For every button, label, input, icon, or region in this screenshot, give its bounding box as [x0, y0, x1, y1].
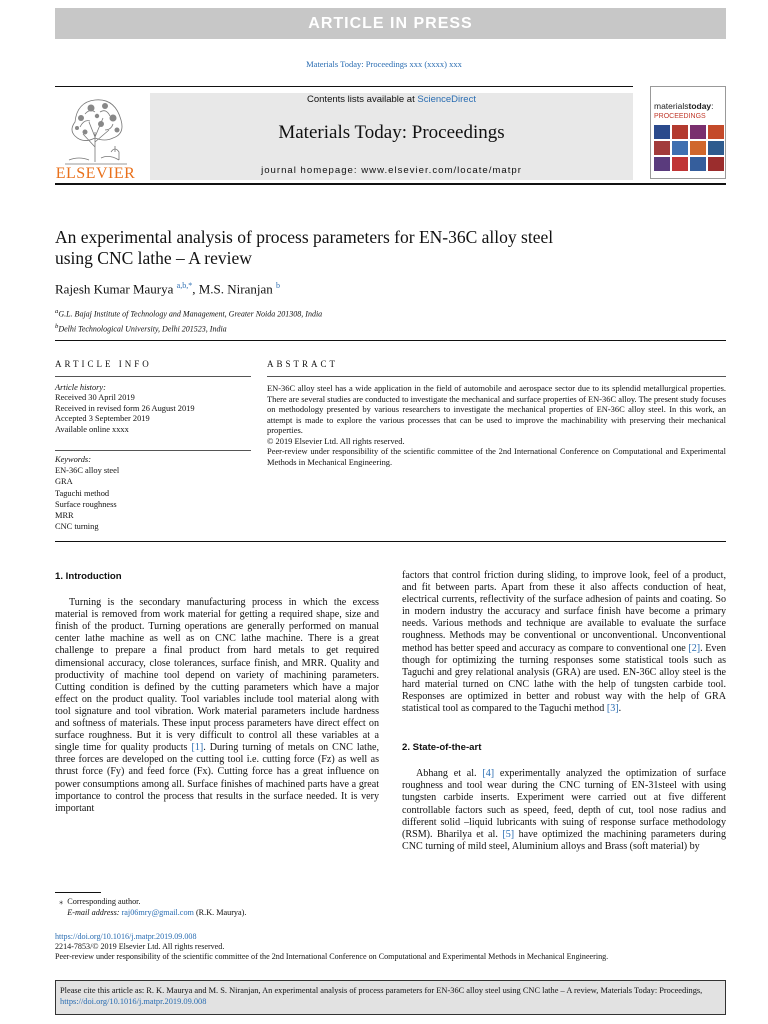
- keywords-label: Keywords:: [55, 455, 91, 464]
- affiliations: [55, 306, 322, 335]
- keywords: [55, 454, 251, 532]
- journal-citation-link[interactable]: Materials Today: Proceedings xxx (xxxx) xxx: [306, 59, 462, 69]
- contents-line: [150, 94, 633, 106]
- keyword-item: GRA: [55, 477, 73, 487]
- journal-cover-image: [650, 86, 726, 179]
- abstract-body: [267, 383, 726, 467]
- history-online: Available online xxxx: [55, 424, 129, 434]
- author-name: M.S. Niranjan: [198, 281, 273, 297]
- footnote-email: E-mail address: raj06mry@gmail.com (R.K. Maurya).: [67, 908, 247, 917]
- title-line-1: An experimental analysis of process parameters for EN-36C alloy steel: [55, 227, 554, 247]
- journal-name: Materials Today: Proceedings: [278, 122, 505, 143]
- doi-link[interactable]: https://doi.org/10.1016/j.matpr.2019.09.008: [55, 932, 197, 941]
- svg-text:PROCEEDINGS: PROCEEDINGS: [654, 113, 706, 120]
- elsevier-wordmark: ELSEVIER: [55, 165, 136, 182]
- intro-paragraph: Turning is the secondary manufacturing process in which the excess material is removed from work material for getting a required shape, size and finish of the product. Turning operations are generally performed on manual center lathe machine as well as on CNC lathe machine. There is a great challenge to prepare a final product from hard metals to get required dimensional accuracy, close tolerances, surface finish, and MRR. Quality and productivity of machine tool depend on variety of machining parameters. Cutting condition is defined by the cutting parameters which have a major effect on the product quality. Tool variables include tool material along with tool signature and tool vibration. Work material parameters include hardness and softness of materials. These input process parameters have direct effect on surface roughness. But it is very difficult to control all these variables at a single time for quality products [1]. During turning of metals on CNC lathe, three forces are developed on the cutting tool i.e. cutting force (Fz) as well as thrust force (Fy) and feed force (Fx). Cutting force has a great influence on power consumptions among all. Surface finishes of machined parts have a great importance to control the process that results in the surface needed. It is very important: [55, 597, 380, 814]
- section-heading-introduction: 1. Introduction: [55, 571, 122, 582]
- author-affil-sup[interactable]: a,b,*: [176, 281, 193, 290]
- body-column-right: [402, 571, 726, 853]
- footnote: [55, 896, 246, 918]
- abstract-rule: [267, 376, 726, 377]
- doi-block: [55, 932, 735, 963]
- body-rule: [55, 541, 726, 542]
- intro-paragraph-continued: factors that control friction during sliding, to improve look, feel of a product, and fit between parts. Apart from these it also affects conduction of heat, electrical currents, reflectivity of the surface adhesion of paints and coating. So in modern industry the accuracy and surface finish have become a primary needs. Various methods and technique are available to evaluate the surface roughness. Methods may be conventional or unconventional. Unconventional method has better speed and accuracy as compare to conventional one [2]. Even though for optimizing the turning responses some statistical tools such as Taguchi and grey relational analysis (GRA) are used. EN-36C alloy steel is the hard material turned on CNC lathe with the help of tungsten carbide tool. Responses are optimized in better and robust way with the help of GRA statistical tool as compared to the Taguchi method [3].: [402, 570, 726, 715]
- copyright-line: © 2019 Elsevier Ltd. All rights reserved.: [267, 435, 405, 446]
- reference-link[interactable]: [5]: [502, 828, 515, 840]
- keyword-item: MRR: [55, 511, 74, 521]
- footnote-rule: [55, 892, 101, 893]
- cite-this-article-box: [55, 980, 726, 1015]
- peer-review-footer: Peer-review under responsibility of the scientific committee of the 2nd International Conference on Computational and Experimental Methods in Mechanical Engineering.: [55, 952, 609, 962]
- email-link[interactable]: raj06mry@gmail.com: [121, 908, 194, 917]
- author-affil-sup[interactable]: b: [276, 281, 281, 290]
- reference-link[interactable]: [4]: [482, 768, 495, 780]
- abstract-heading: ABSTRACT: [267, 359, 339, 369]
- abstract-text: EN-36C alloy steel has a wide application in the field of automobile and aerospace sector due to its splendid metallurgical properties. There are several studies are conducted to investigate the mechanical and surface properties of EN-36C alloy. The present study focuses on methodology presented by various researchers to investigate the mechanical properties of EN-36C alloy steel. In this work, an attempt is made to explore the various processes that can be used to improve the machinability with preserving their mechanical properties.: [267, 383, 726, 435]
- article-title: [55, 227, 675, 269]
- section-rule: [55, 340, 726, 341]
- author-list: Rajesh Kumar Maurya $^{a,b,*}$, M.S. Niranjan $^b$: [55, 281, 281, 297]
- keywords-rule: [55, 450, 251, 451]
- svg-text:materialstoday:: materialstoday:: [654, 101, 714, 111]
- keyword-item: Taguchi method: [55, 488, 110, 498]
- author-name: Rajesh Kumar Maurya: [55, 281, 174, 297]
- peer-review-line: Peer-review under responsibility of the scientific committee of the 2nd International Conference on Computational and Experimental Methods in Mechanical Engineering.: [267, 446, 726, 467]
- sciencedirect-link[interactable]: ScienceDirect: [417, 94, 476, 105]
- keyword-item: EN-36C alloy steel: [55, 466, 120, 476]
- article-history: [55, 383, 251, 435]
- title-line-2: using CNC lathe – A review: [55, 248, 252, 268]
- cite-doi-link[interactable]: https://doi.org/10.1016/j.matpr.2019.09.008: [60, 997, 207, 1007]
- journal-homepage[interactable]: journal homepage: www.elsevier.com/locate/matpr: [261, 165, 522, 176]
- footnote-corresponding: ⁎ Corresponding author.: [59, 897, 141, 906]
- affiliation-b: $^b$Delhi Technological University, Delhi 201523, India: [55, 322, 227, 334]
- article-info-rule: [55, 376, 251, 377]
- history-accepted: Accepted 3 September 2019: [55, 414, 150, 424]
- article-info-heading: ARTICLE INFO: [55, 359, 152, 369]
- header-rule: [55, 86, 633, 87]
- header-thick-rule: [55, 183, 726, 185]
- history-label: Article history:: [55, 383, 106, 392]
- keyword-item: CNC turning: [55, 522, 99, 532]
- history-received: Received 30 April 2019: [55, 393, 135, 403]
- body-column-left: [55, 571, 379, 815]
- section-heading-state-of-the-art: 2. State-of-the-art: [402, 742, 482, 754]
- contents-prefix: Contents lists available at: [307, 94, 418, 105]
- issn-line: 2214-7853/© 2019 Elsevier Ltd. All rights reserved.: [55, 942, 225, 952]
- history-revised: Received in revised form 26 August 2019: [55, 403, 195, 413]
- reference-link[interactable]: [1]: [191, 742, 204, 754]
- cite-text: Please cite this article as: R. K. Maurya and M. S. Niranjan, An experimental analysis of process parameters for EN-36C alloy steel using CNC lathe – A review, Materials Today: Proceedings,: [60, 986, 703, 995]
- article-in-press-banner: ARTICLE IN PRESS: [55, 8, 726, 39]
- state-of-art-paragraph: Abhang et al. [4] experimentally analyzed the optimization of surface roughness and tool wear during the CNC turning of EN-31steel with using tungsten carbide inserts. Experiment were carried out at five different controllable factors such as speed, feed, depth of cut, tool nose radius and different solid –liquid lubricants with suing of response surface methodology (RSM). Bharilya et al. [5] have optimized the machining parameters during CNC turning of mild steel, Aluminium alloys and Brass (soft material) by: [402, 768, 726, 852]
- reference-link[interactable]: [2]: [688, 642, 701, 654]
- affiliation-a: $^a$G.L. Bajaj Institute of Technology and Management, Greater Noida 201308, India: [55, 308, 323, 319]
- keyword-item: Surface roughness: [55, 499, 117, 509]
- reference-link[interactable]: [3]: [606, 703, 619, 715]
